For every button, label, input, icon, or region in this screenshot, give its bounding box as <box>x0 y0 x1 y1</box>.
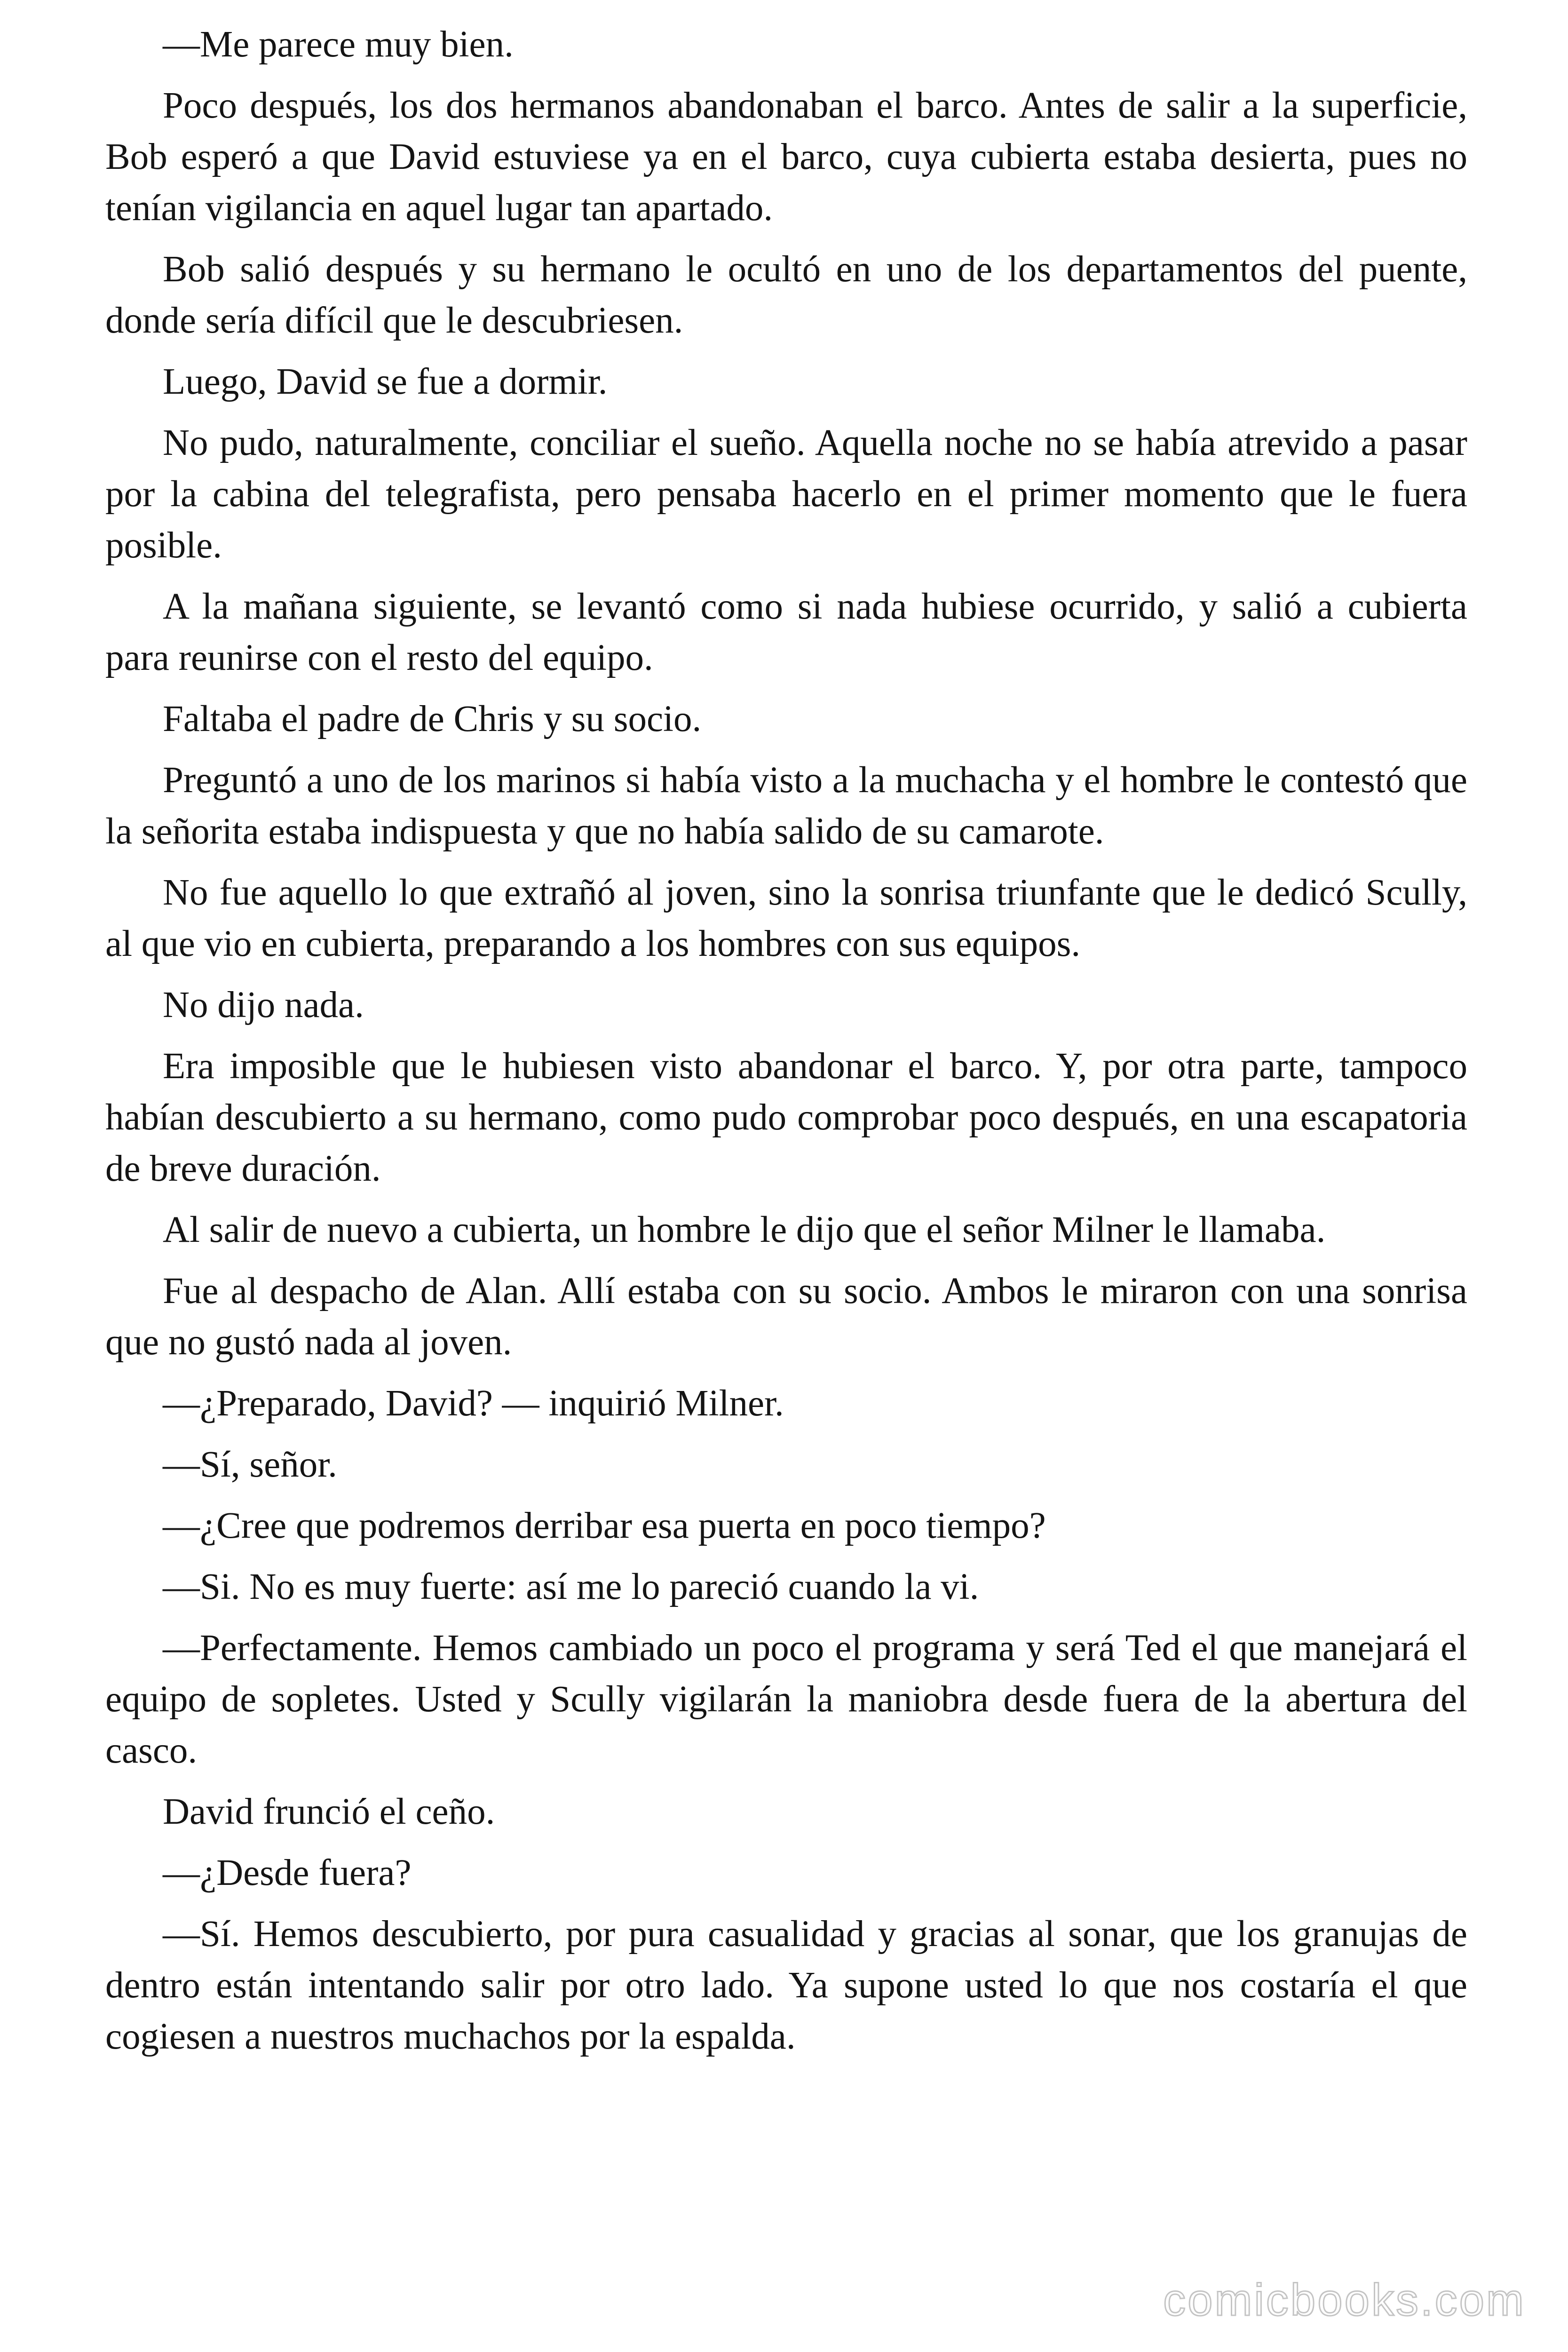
paragraph: —Me parece muy bien. <box>163 24 514 65</box>
paragraph: —Sí. Hemos descubierto, por pura casualidad y gracias al sonar, que los granujas de dentro están intentando salir por otro lado. Ya supone usted lo que nos costaría el que cogiesen a nuestros muchachos por la espalda. <box>105 1914 1467 2057</box>
paragraph: A la mañana siguiente, se levantó como si nada hubiese ocurrido, y salió a cubierta para reunirse con el resto del equipo. <box>105 586 1467 678</box>
paragraph: Preguntó a uno de los marinos si había visto a la muchacha y el hombre le contestó que la señorita estaba indispuesta y que no había salido de su camarote. <box>105 760 1467 852</box>
paragraph: —¿Preparado, David? — inquirió Milner. <box>163 1383 784 1424</box>
paragraph: —¿Cree que podremos derribar esa puerta en poco tiempo? <box>163 1505 1046 1546</box>
paragraph: Luego, David se fue a dormir. <box>163 361 608 402</box>
watermark: comicbooks.com <box>1163 2275 1526 2325</box>
paragraph: No fue aquello lo que extrañó al joven, sino la sonrisa triunfante que le dedicó Scully, al que vio en cubierta, preparando a los hombres con sus equipos. <box>105 872 1467 964</box>
paragraph: —Si. No es muy fuerte: así me lo pareció cuando la vi. <box>163 1566 979 1607</box>
paragraph: No dijo nada. <box>163 985 364 1025</box>
paragraph: —Perfectamente. Hemos cambiado un poco el programa y será Ted el que manejará el equipo de sopletes. Usted y Scully vigilarán la maniobra desde fuera de la abertura del casco. <box>105 1628 1467 1771</box>
paragraph: Fue al despacho de Alan. Allí estaba con su socio. Ambos le miraron con una sonrisa que no gustó nada al joven. <box>105 1271 1467 1363</box>
paragraph: Poco después, los dos hermanos abandonaban el barco. Antes de salir a la superficie, Bob esperó a que David estuviese ya en el barco, cuya cubierta estaba desierta, pues no tenían vigilancia en aquel lugar tan apartado. <box>105 85 1467 229</box>
paragraph: —¿Desde fuera? <box>163 1852 412 1893</box>
paragraph: David frunció el ceño. <box>163 1791 495 1832</box>
page-text <box>105 19 1467 2072</box>
paragraph: —Sí, señor. <box>163 1444 337 1485</box>
paragraph: Al salir de nuevo a cubierta, un hombre le dijo que el señor Milner le llamaba. <box>163 1209 1326 1250</box>
paragraph: Era imposible que le hubiesen visto abandonar el barco. Y, por otra parte, tampoco habían descubierto a su hermano, como pudo comprobar poco después, en una escapatoria de breve duración. <box>105 1046 1467 1189</box>
paragraph: No pudo, naturalmente, conciliar el sueño. Aquella noche no se había atrevido a pasar por la cabina del telegrafista, pero pensaba hacerlo en el primer momento que le fuera posible. <box>105 422 1467 566</box>
paragraph: Bob salió después y su hermano le ocultó en uno de los departamentos del puente, donde sería difícil que le descubriesen. <box>105 249 1467 341</box>
paragraph: Faltaba el padre de Chris y su socio. <box>163 699 702 739</box>
